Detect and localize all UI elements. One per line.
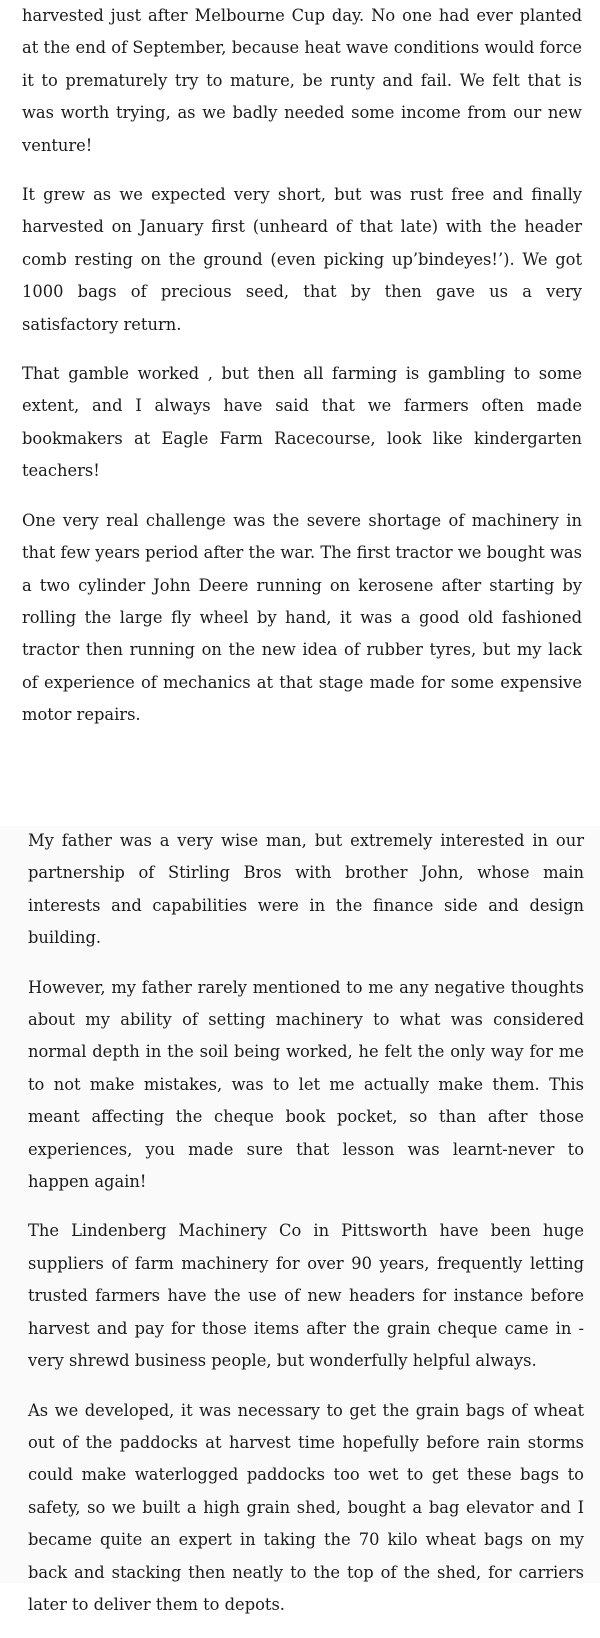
paragraph-8: As we developed, it was necessary to get the grain bags of wheat out of the paddocks at harvest time hopefully before rain storms could make waterlogged paddocks too wet to get these bags to safety, so we built a high grain shed, bought a bag elevator and I became quite an expert in taking the 70 kilo wheat bags on my back and stacking then neatly to the top of the shed, for carriers later to deliver them to depots. [28, 1400, 584, 1614]
paragraph-4: One very real challenge was the severe shortage of machinery in that few years period after the war. The first tractor we bought was a two cylinder John Deere running on kerosene after starting by rolling the large fly wheel by hand, it was a good old fashioned tractor then running on the new idea of rubber tyres, but my lack of experience of mechanics at that stage made for some expensive motor repairs. [22, 510, 582, 725]
paragraph-7: The Lindenberg Machinery Co in Pittsworth have been huge suppliers of farm machinery for over 90 years, frequently letting trusted farmers have the use of new headers for instance before harvest and pay for those items after the grain cheque came in -very shrewd business people, but wonderfully helpful always. [28, 1221, 584, 1371]
paragraph-1: harvested just after Melbourne Cup day. No one had ever planted at the end of September, because heat wave conditions would force it to prematurely try to mature, be runty and fail. We felt that is was worth trying, as we badly needed some income from our new venture! [22, 6, 582, 155]
lower-text-block [28, 825, 584, 1638]
paragraph-5: My father was a very wise man, but extremely interested in our partnership of Stirling Bros with brother John, whose main interests and capabilities were in the finance side and design building. [28, 831, 584, 948]
paragraph-6: However, my father rarely mentioned to me any negative thoughts about my ability of setting machinery to what was considered normal depth in the soil being worked, he felt the only way for me to not make mistakes, was to let me actually make them. This meant affecting the cheque book pocket, so than after those experiences, you made sure that lesson was learnt-never to happen again! [28, 977, 584, 1192]
paragraph-2: It grew as we expected very short, but was rust free and finally harvested on January first (unheard of that late) with the header comb resting on the ground (even picking up’bindeyes!’). We got 1000 bags of precious seed, that by then gave us a very satisfactory return. [22, 185, 582, 334]
paragraph-3: That gamble worked , but then all farming is gambling to some extent, and I always have said that we farmers often made bookmakers at Eagle Farm Racecourse, look like kindergarten teachers! [22, 364, 582, 481]
upper-text-block [22, 0, 582, 749]
